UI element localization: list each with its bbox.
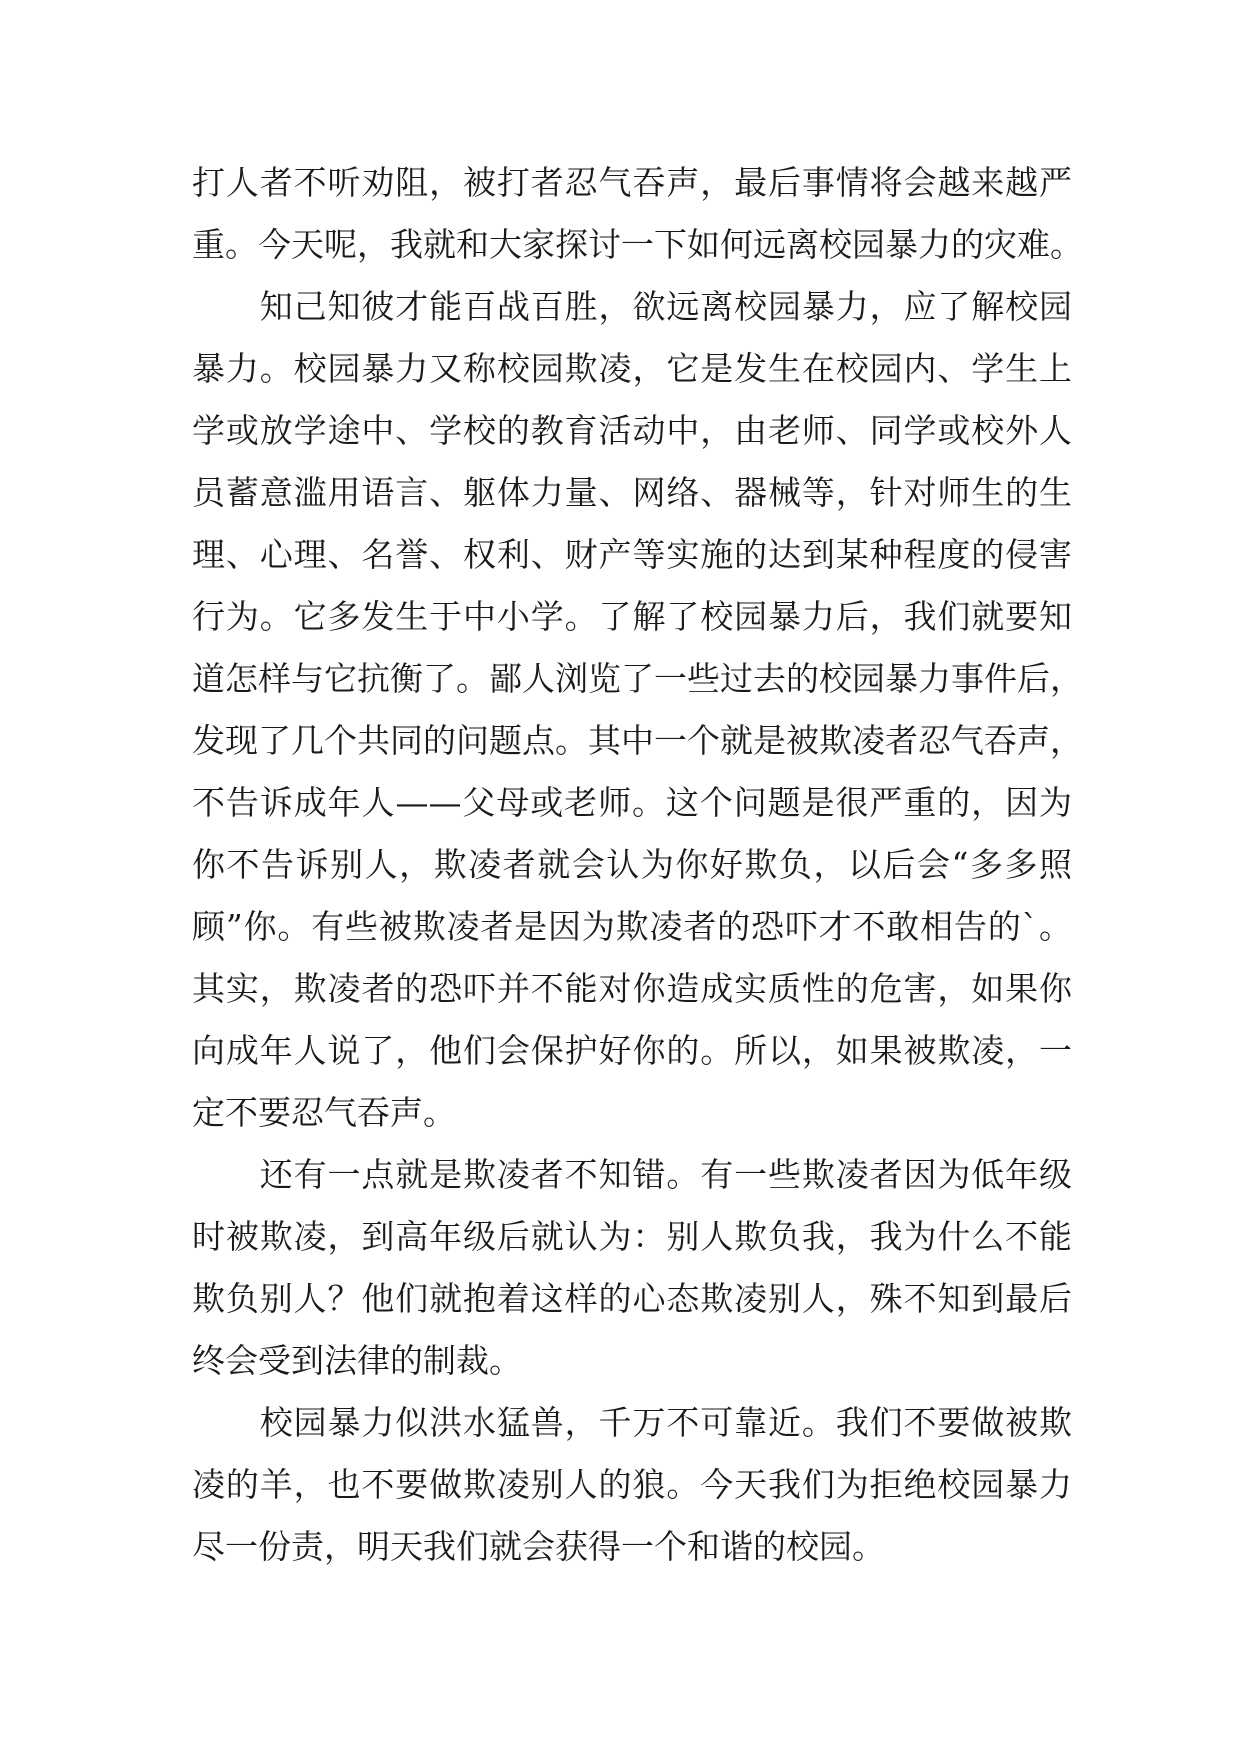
text-line: 知己知彼才能百战百胜，欲远离校园暴力，应了解校园	[192, 287, 1072, 326]
text-line: 暴力。校园暴力又称校园欺凌，它是发生在校园内、学生上	[192, 349, 1072, 388]
text-line: 凌的羊，也不要做欺凌别人的狼。今天我们为拒绝校园暴力	[192, 1465, 1072, 1504]
text-line: 定不要忍气吞声。	[192, 1093, 456, 1132]
text-line: 发现了几个共同的问题点。其中一个就是被欺凌者忍气吞声，	[192, 721, 1083, 760]
text-line: 校园暴力似洪水猛兽，千万不可靠近。我们不要做被欺	[192, 1403, 1072, 1442]
text-line: 时被欺凌，到高年级后就认为：别人欺负我，我为什么不能	[192, 1217, 1072, 1256]
text-line: 理、心理、名誉、权利、财产等实施的达到某种程度的侵害	[192, 535, 1072, 574]
text-line: 其实，欺凌者的恐吓并不能对你造成实质性的危害，如果你	[192, 969, 1072, 1008]
text-line: 员蓄意滥用语言、躯体力量、网络、器械等，针对师生的生	[192, 473, 1072, 512]
text-line: 学或放学途中、学校的教育活动中，由老师、同学或校外人	[192, 411, 1072, 450]
text-line: 终会受到法律的制裁。	[192, 1341, 522, 1380]
text-line: 不告诉成年人——父母或老师。这个问题是很严重的，因为	[192, 783, 1072, 822]
text-line: 向成年人说了，他们会保护好你的。所以，如果被欺凌，一	[192, 1031, 1072, 1070]
text-line: 尽一份责，明天我们就会获得一个和谐的校园。	[192, 1527, 885, 1566]
text-line: 还有一点就是欺凌者不知错。有一些欺凌者因为低年级	[192, 1155, 1072, 1194]
text-line: 重。今天呢，我就和大家探讨一下如何远离校园暴力的灾难。	[192, 225, 1083, 264]
text-line: 道怎样与它抗衡了。鄙人浏览了一些过去的校园暴力事件后，	[192, 659, 1083, 698]
text-line: 顾”你。有些被欺凌者是因为欺凌者的恐吓才不敢相告的`。	[192, 907, 1072, 946]
text-line: 你不告诉别人，欺凌者就会认为你好欺负，以后会“多多照	[192, 845, 1072, 884]
text-line: 欺负别人？他们就抱着这样的心态欺凌别人，殊不知到最后	[192, 1279, 1072, 1318]
document-body	[192, 152, 1083, 1578]
text-line: 打人者不听劝阻，被打者忍气吞声，最后事情将会越来越严	[192, 163, 1072, 202]
text-line: 行为。它多发生于中小学。了解了校园暴力后，我们就要知	[192, 597, 1072, 636]
